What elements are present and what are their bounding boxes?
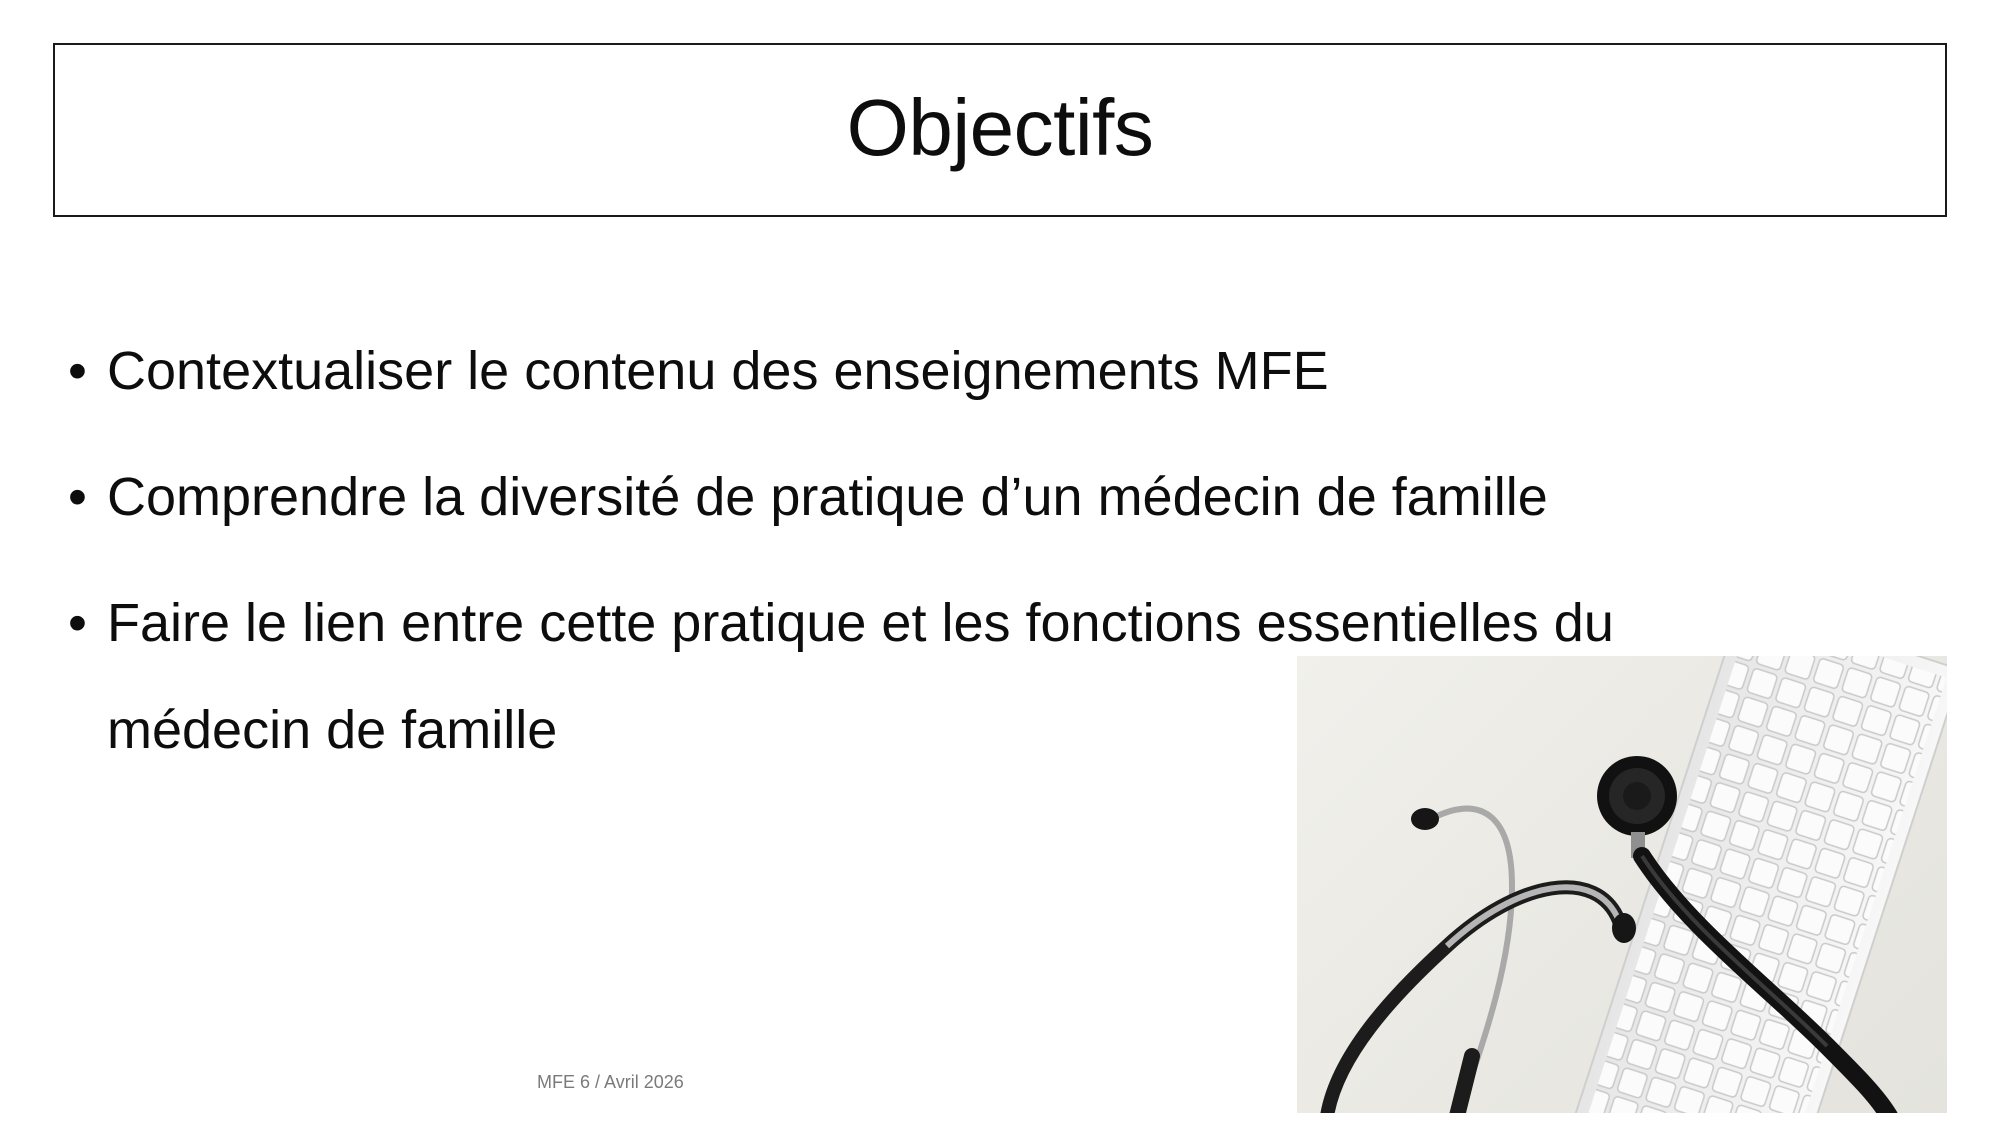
bullet-icon: • bbox=[68, 593, 87, 653]
slide-title: Objectifs bbox=[846, 83, 1154, 172]
stethoscope-photo bbox=[1297, 656, 1947, 1113]
stethoscope-keyboard-icon bbox=[1297, 656, 1947, 1113]
bullet-icon: • bbox=[68, 341, 87, 401]
list-item bbox=[68, 444, 1768, 551]
bullet-icon: • bbox=[68, 467, 87, 527]
bullet-text: Contextualiser le contenu des enseignements MFE bbox=[107, 341, 1329, 401]
list-item bbox=[68, 318, 1768, 425]
title-box bbox=[53, 43, 1947, 217]
slide-footer: MFE 6 / Avril 2026 bbox=[537, 1072, 684, 1092]
bullet-text: Comprendre la diversité de pratique d’un médecin de famille bbox=[107, 467, 1548, 527]
bullet-text: Faire le lien entre cette pratique et les fonctions essentielles du médecin de famille bbox=[107, 593, 1614, 760]
